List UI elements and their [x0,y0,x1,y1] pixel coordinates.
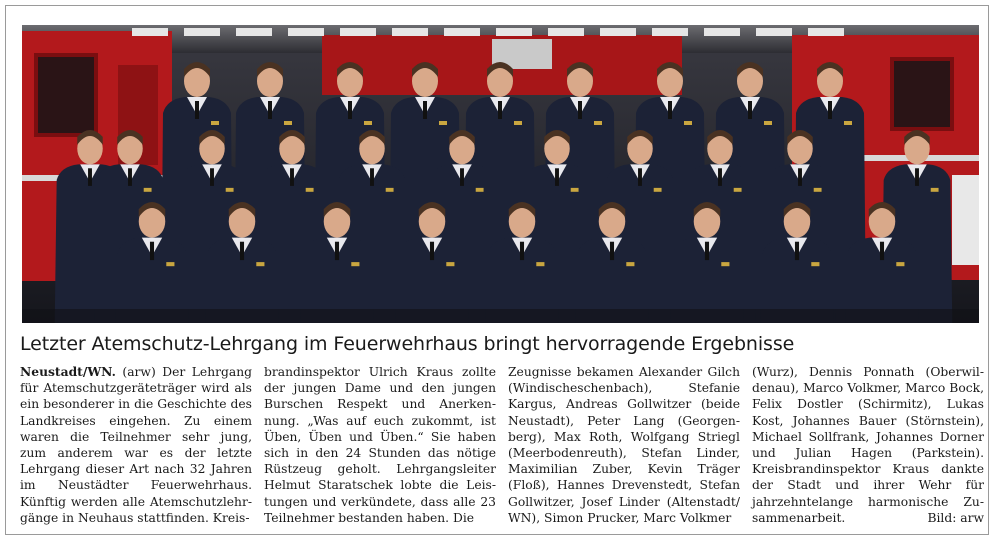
article-column-2 [264,364,496,524]
article-column-3 [508,364,740,524]
ceiling-light [288,28,324,36]
ceiling-light [236,28,272,36]
photo-credit: Bild: arw [927,510,984,525]
ceiling-light [444,28,480,36]
ceiling-light [392,28,428,36]
article-headline: Letzter Atemschutz-Lehrgang im Feuerwehrhaus bringt hervorragende Ergebnisse [20,333,795,355]
article-column-1 [20,364,252,524]
ceiling-light [184,28,220,36]
ceiling-light [548,28,584,36]
article-column-4 [752,364,984,524]
article-text-4: (Wurz), Dennis Ponnath (Oberwildenau), Marco Volkmer, Marco Bock, Felix Dostler (Schirmitz), Lukas Kost, Johannes Bauer (Störnstein), Michael Sollfrank, Johannes Dorner und Julian Hagen (Parkstein). Kreisbrandinspektor Kraus dankte der Stadt und ihrer Wehr für jahrzehntelange harmonische Zusammenarbeit. [752,365,984,525]
ceiling-light [756,28,792,36]
ceiling-light [132,28,168,36]
photo-illustration [22,25,979,323]
article-body [20,364,982,524]
newspaper-clipping [5,5,989,535]
group-photo [22,25,979,323]
ceiling-light [704,28,740,36]
article-dateline: Neustadt/WN. [20,364,116,379]
ceiling-light [652,28,688,36]
article-text-1: (arw) Der Lehrgang für Atemschutzgeräteträger wird als ein besonderer in die Geschichte des Landkreises eingehen. Zu einem waren die Teilnehmer sehr jung, zum anderem war es der letzte Lehrgang dieser Art nach 32 Jahren im Neustädter Feuerwehrhaus. Künftig werden alle Atemschutzlehrgänge in Neuhaus stattfinden. Kreis- [20,365,252,525]
firefighter-group [55,62,953,323]
ceiling-light [340,28,376,36]
article-text-3: Zeugnisse bekamen Alexander Gilch (Windischeschenbach), Stefanie Kargus, Andreas Gollwitzer (beide Neustadt), Peter Lang (Georgenberg), Max Roth, Wolfgang Striegl (Meerbodenreuth), Stefan Linder, Maximilian Zuber, Kevin Träger (Floß), Hannes Drevenstedt, Stefan Gollwitzer, Josef Linder (Altenstadt/ WN), Simon Prucker, Marc Volkmer [508,365,740,525]
article-text-2: brandinspektor Ulrich Kraus zollte der jungen Dame und den jungen Burschen Respekt und Anerkennung. „Was auf euch zukommt, ist Üben, Üben und Üben.“ Sie haben sich in den 24 Stunden das nötige Rüstzeug geholt. Lehrgangsleiter Helmut Staratschek lobte die Leistungen und verkündete, dass alle 23 Teilnehmer bestanden haben. Die [264,365,496,525]
ceiling-light [808,28,844,36]
ceiling-light [496,28,532,36]
ceiling-light [600,28,636,36]
